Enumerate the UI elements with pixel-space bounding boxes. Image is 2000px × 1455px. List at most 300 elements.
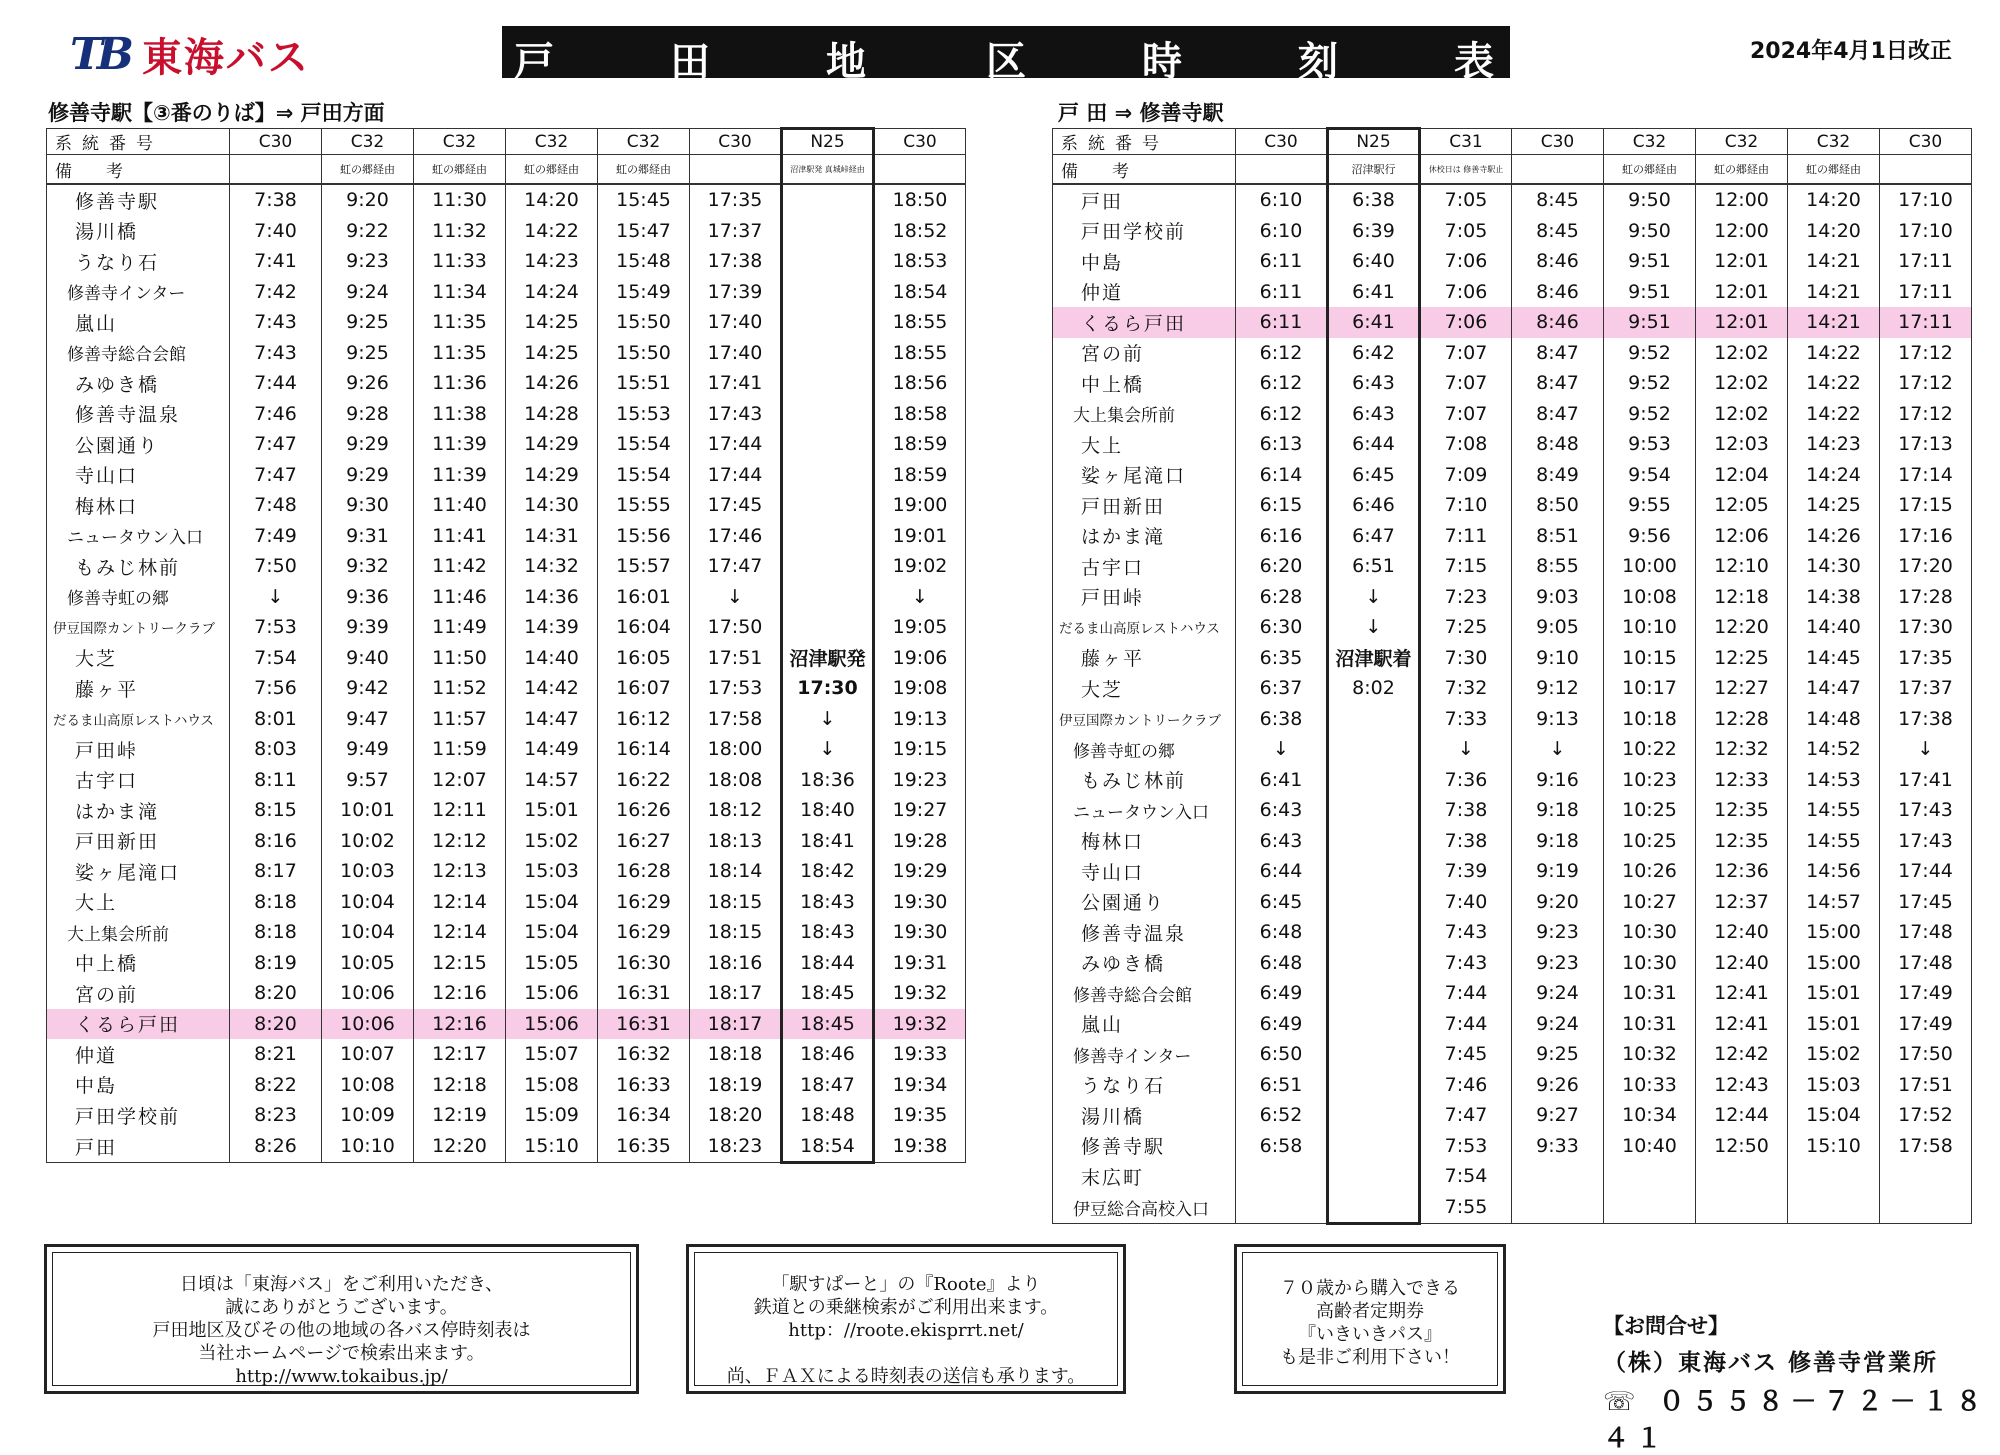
departure-time: 12:41 xyxy=(1696,978,1788,1009)
departure-time: 9:20 xyxy=(1512,887,1604,918)
departure-time: 8:48 xyxy=(1512,429,1604,460)
departure-time: 10:01 xyxy=(322,795,414,826)
departure-time: 6:42 xyxy=(1328,338,1420,369)
departure-time: 7:38 xyxy=(230,184,322,216)
departure-time: 10:08 xyxy=(322,1070,414,1101)
departure-time: 17:52 xyxy=(1880,1100,1972,1131)
stop-name: 仲道 xyxy=(1053,277,1236,308)
departure-time: 17:43 xyxy=(690,399,782,430)
departure-time: 8:46 xyxy=(1512,246,1604,277)
stop-name: 戸田新田 xyxy=(47,826,230,857)
departure-time: 14:42 xyxy=(506,673,598,704)
stop-row xyxy=(1053,1161,1972,1192)
stop-row xyxy=(1053,338,1972,369)
route-number: C32 xyxy=(1696,129,1788,155)
departure-time: 6:41 xyxy=(1236,765,1328,796)
stop-name: 中上橋 xyxy=(1053,368,1236,399)
departure-time: 15:48 xyxy=(598,246,690,277)
departure-time: 6:48 xyxy=(1236,917,1328,948)
departure-time: 10:10 xyxy=(1604,612,1696,643)
departure-time: 12:02 xyxy=(1696,338,1788,369)
stop-name: 藤ヶ平 xyxy=(1053,643,1236,674)
departure-time: 12:50 xyxy=(1696,1131,1788,1162)
route-number: C32 xyxy=(506,129,598,155)
departure-time: 12:17 xyxy=(414,1039,506,1070)
departure-time: 7:05 xyxy=(1420,216,1512,247)
departure-time: 17:58 xyxy=(1880,1131,1972,1162)
departure-time: 17:28 xyxy=(1880,582,1972,613)
departure-time: 19:27 xyxy=(874,795,966,826)
route-number: C30 xyxy=(1236,129,1328,155)
departure-time: 12:01 xyxy=(1696,246,1788,277)
stop-name: 戸田 xyxy=(1053,184,1236,216)
logo-company-name: 東海バス xyxy=(141,34,310,81)
departure-time: 10:34 xyxy=(1604,1100,1696,1131)
departure-time: 11:46 xyxy=(414,582,506,613)
departure-time: 10:06 xyxy=(322,1009,414,1040)
departure-time: 9:26 xyxy=(1512,1070,1604,1101)
departure-time: 17:40 xyxy=(690,307,782,338)
stop-row xyxy=(47,521,966,552)
departure-time: 14:22 xyxy=(1788,338,1880,369)
departure-time: 16:30 xyxy=(598,948,690,979)
departure-time: 18:55 xyxy=(874,307,966,338)
departure-time: 8:47 xyxy=(1512,338,1604,369)
departure-time: 16:31 xyxy=(598,1009,690,1040)
departure-time: 7:53 xyxy=(1420,1131,1512,1162)
departure-time: 15:03 xyxy=(1788,1070,1880,1101)
departure-time: 19:08 xyxy=(874,673,966,704)
departure-time: 14:24 xyxy=(506,277,598,308)
stop-row xyxy=(1053,399,1972,430)
stop-name: くるら戸田 xyxy=(47,1009,230,1040)
departure-time xyxy=(782,184,874,216)
info-line: 戸田地区及びその他の地域の各バス停時刻表は xyxy=(152,1320,531,1341)
route-header-row xyxy=(47,129,966,155)
departure-time: 17:47 xyxy=(690,551,782,582)
departure-time: 14:23 xyxy=(1788,429,1880,460)
departure-time: 8:50 xyxy=(1512,490,1604,521)
stop-name: 古宇口 xyxy=(1053,551,1236,582)
title-char: 田 xyxy=(670,39,710,85)
departure-time: 14:22 xyxy=(1788,399,1880,430)
departure-time: 18:45 xyxy=(782,978,874,1009)
departure-time: 6:12 xyxy=(1236,368,1328,399)
route-remark: 休校日は 修善寺駅止 xyxy=(1420,155,1512,185)
departure-time xyxy=(1512,1161,1604,1192)
departure-time: 14:22 xyxy=(506,216,598,247)
stop-name: 古宇口 xyxy=(47,765,230,796)
departure-time: 12:36 xyxy=(1696,856,1788,887)
stop-row xyxy=(47,1131,966,1163)
stop-row xyxy=(47,826,966,857)
stop-name: 梅林口 xyxy=(1053,826,1236,857)
route-number: C32 xyxy=(598,129,690,155)
departure-time: 7:50 xyxy=(230,551,322,582)
departure-time: 9:51 xyxy=(1604,277,1696,308)
departure-time xyxy=(1236,1161,1328,1192)
departure-time: 14:53 xyxy=(1788,765,1880,796)
departure-time: 9:25 xyxy=(322,338,414,369)
stop-name: 嵐山 xyxy=(47,307,230,338)
departure-time: 19:32 xyxy=(874,1009,966,1040)
stop-row xyxy=(47,307,966,338)
departure-time xyxy=(1328,765,1420,796)
departure-time: 10:03 xyxy=(322,856,414,887)
departure-time: 15:06 xyxy=(506,978,598,1009)
departure-time: 17:38 xyxy=(1880,704,1972,735)
departure-time: 7:09 xyxy=(1420,460,1512,491)
departure-time: 19:06 xyxy=(874,643,966,674)
stop-row xyxy=(47,643,966,674)
departure-time xyxy=(1604,1161,1696,1192)
departure-time xyxy=(782,521,874,552)
title-char: 区 xyxy=(986,39,1026,85)
departure-time: 17:40 xyxy=(690,338,782,369)
departure-time: 14:31 xyxy=(506,521,598,552)
departure-time: 9:55 xyxy=(1604,490,1696,521)
departure-time: 10:32 xyxy=(1604,1039,1696,1070)
departure-time: 7:56 xyxy=(230,673,322,704)
departure-time: 9:20 xyxy=(322,184,414,216)
departure-time: 14:20 xyxy=(506,184,598,216)
departure-time: 15:01 xyxy=(1788,978,1880,1009)
stop-name: 戸田峠 xyxy=(1053,582,1236,613)
departure-time: 10:00 xyxy=(1604,551,1696,582)
departure-time xyxy=(782,277,874,308)
departure-time: 17:10 xyxy=(1880,184,1972,216)
departure-time: 10:06 xyxy=(322,978,414,1009)
departure-time: 10:04 xyxy=(322,917,414,948)
route-remark: 虹の郷経由 xyxy=(322,155,414,185)
right-section-title: 戸 田 ⇒ 修善寺駅 xyxy=(1058,101,1224,125)
departure-time: 14:52 xyxy=(1788,734,1880,765)
departure-time: 19:28 xyxy=(874,826,966,857)
departure-time: 9:23 xyxy=(1512,917,1604,948)
departure-time: 14:29 xyxy=(506,460,598,491)
stop-row xyxy=(47,368,966,399)
departure-time: 7:54 xyxy=(1420,1161,1512,1192)
departure-time xyxy=(782,216,874,247)
departure-time: 7:15 xyxy=(1420,551,1512,582)
departure-time: 11:52 xyxy=(414,673,506,704)
departure-time: 11:38 xyxy=(414,399,506,430)
departure-time: 7:43 xyxy=(230,307,322,338)
stop-name: 修善寺虹の郷 xyxy=(1053,734,1236,765)
stop-name: 湯川橋 xyxy=(47,216,230,247)
departure-time: 14:39 xyxy=(506,612,598,643)
departure-time: 9:16 xyxy=(1512,765,1604,796)
departure-time: 8:20 xyxy=(230,1009,322,1040)
departure-time: 11:34 xyxy=(414,277,506,308)
roote-url[interactable]: http：//roote.ekisprrt.net/ xyxy=(788,1320,1024,1341)
departure-time: 12:35 xyxy=(1696,795,1788,826)
departure-time: 6:10 xyxy=(1236,216,1328,247)
departure-time: 17:46 xyxy=(690,521,782,552)
departure-time xyxy=(1328,795,1420,826)
departure-time: 10:23 xyxy=(1604,765,1696,796)
contact-company: （株）東海バス 修善寺営業所 xyxy=(1603,1350,1939,1376)
departure-time: 12:05 xyxy=(1696,490,1788,521)
departure-time: 15:57 xyxy=(598,551,690,582)
departure-time: 12:18 xyxy=(1696,582,1788,613)
stop-row xyxy=(1053,765,1972,796)
departure-time: 15:50 xyxy=(598,307,690,338)
departure-time: 6:16 xyxy=(1236,521,1328,552)
stop-name: 寺山口 xyxy=(47,460,230,491)
stop-name: 修善寺総合会館 xyxy=(47,338,230,369)
departure-time: 14:55 xyxy=(1788,795,1880,826)
departure-time: 7:53 xyxy=(230,612,322,643)
stop-row xyxy=(1053,978,1972,1009)
timetable-heda-to-shuzenji xyxy=(1052,127,1972,1225)
departure-time: 15:00 xyxy=(1788,917,1880,948)
departure-time: 12:40 xyxy=(1696,948,1788,979)
departure-time: 9:25 xyxy=(322,307,414,338)
departure-time: 14:32 xyxy=(506,551,598,582)
departure-time: 14:20 xyxy=(1788,216,1880,247)
departure-time: 12:20 xyxy=(414,1131,506,1163)
departure-time: 19:30 xyxy=(874,917,966,948)
route-remark: 虹の郷経由 xyxy=(506,155,598,185)
departure-time: 6:12 xyxy=(1236,338,1328,369)
departure-time: 11:40 xyxy=(414,490,506,521)
departure-time: 17:38 xyxy=(690,246,782,277)
departure-time: 6:49 xyxy=(1236,978,1328,1009)
stop-name: みゆき橋 xyxy=(47,368,230,399)
departure-time: 6:43 xyxy=(1328,368,1420,399)
departure-time: 17:50 xyxy=(690,612,782,643)
departure-time xyxy=(1328,856,1420,887)
info-line: 高齢者定期券 xyxy=(1316,1301,1424,1322)
departure-time: 12:14 xyxy=(414,917,506,948)
departure-time: 10:40 xyxy=(1604,1131,1696,1162)
stop-row xyxy=(1053,1070,1972,1101)
route-number: C30 xyxy=(874,129,966,155)
stop-row xyxy=(47,795,966,826)
departure-time: 8:55 xyxy=(1512,551,1604,582)
stop-name: 伊豆総合高校入口 xyxy=(1053,1192,1236,1224)
departure-time: 14:45 xyxy=(1788,643,1880,674)
departure-time: 12:44 xyxy=(1696,1100,1788,1131)
stop-row xyxy=(47,216,966,247)
contact-phone: ☏ ０５５８－７２－１８４１ xyxy=(1603,1387,1989,1454)
departure-time: 6:58 xyxy=(1236,1131,1328,1162)
departure-time: 11:35 xyxy=(414,307,506,338)
departure-time: 16:07 xyxy=(598,673,690,704)
departure-time xyxy=(1328,948,1420,979)
stop-name: ニュータウン入口 xyxy=(1053,795,1236,826)
departure-time: 18:44 xyxy=(782,948,874,979)
departure-time: 9:13 xyxy=(1512,704,1604,735)
departure-time: ↓ xyxy=(782,704,874,735)
departure-time: 10:05 xyxy=(322,948,414,979)
departure-time: 14:36 xyxy=(506,582,598,613)
stop-row xyxy=(47,704,966,735)
stop-row xyxy=(1053,490,1972,521)
departure-time: 18:36 xyxy=(782,765,874,796)
departure-time: 14:40 xyxy=(1788,612,1880,643)
departure-time: 11:39 xyxy=(414,429,506,460)
departure-time: 8:26 xyxy=(230,1131,322,1163)
departure-time: 19:29 xyxy=(874,856,966,887)
departure-time: 16:29 xyxy=(598,917,690,948)
departure-time: 9:33 xyxy=(1512,1131,1604,1162)
departure-time: 7:41 xyxy=(230,246,322,277)
departure-time: 12:10 xyxy=(1696,551,1788,582)
departure-time: 6:20 xyxy=(1236,551,1328,582)
departure-time: 9:42 xyxy=(322,673,414,704)
departure-time: 7:08 xyxy=(1420,429,1512,460)
departure-time: 10:30 xyxy=(1604,948,1696,979)
departure-time: 14:47 xyxy=(506,704,598,735)
departure-time: 18:55 xyxy=(874,338,966,369)
departure-time: 7:11 xyxy=(1420,521,1512,552)
info-line: 「駅すぱーと」の『Roote』より xyxy=(771,1274,1041,1295)
departure-time: 18:56 xyxy=(874,368,966,399)
departure-time: 16:32 xyxy=(598,1039,690,1070)
departure-time: 8:46 xyxy=(1512,277,1604,308)
stop-row xyxy=(47,734,966,765)
departure-time: 19:31 xyxy=(874,948,966,979)
departure-time: 18:48 xyxy=(782,1100,874,1131)
departure-time: 9:56 xyxy=(1604,521,1696,552)
route-number: C32 xyxy=(1604,129,1696,155)
departure-time: 7:40 xyxy=(1420,887,1512,918)
stop-name: もみじ林前 xyxy=(1053,765,1236,796)
stop-row-highlighted xyxy=(1053,307,1972,338)
departure-time: 12:20 xyxy=(1696,612,1788,643)
departure-time xyxy=(1328,887,1420,918)
departure-time: 14:38 xyxy=(1788,582,1880,613)
departure-time xyxy=(1236,1192,1328,1224)
info-line: も是非ご利用下さい！ xyxy=(1280,1347,1460,1368)
departure-time: 16:35 xyxy=(598,1131,690,1163)
departure-time: 18:40 xyxy=(782,795,874,826)
stop-name: 宮の前 xyxy=(47,978,230,1009)
departure-time: 7:43 xyxy=(1420,948,1512,979)
departure-time: 14:47 xyxy=(1788,673,1880,704)
route-remark: 虹の郷経由 xyxy=(1604,155,1696,185)
route-remark xyxy=(1512,155,1604,185)
remarks-row xyxy=(47,155,966,185)
stop-row xyxy=(1053,826,1972,857)
departure-time xyxy=(1604,1192,1696,1224)
route-number: C30 xyxy=(690,129,782,155)
stop-row-highlighted xyxy=(47,1009,966,1040)
departure-time: 12:41 xyxy=(1696,1009,1788,1040)
remarks-label: 備 考 xyxy=(47,155,230,185)
departure-time: 14:30 xyxy=(1788,551,1880,582)
departure-time: 6:51 xyxy=(1236,1070,1328,1101)
departure-time: 9:30 xyxy=(322,490,414,521)
departure-time: 6:39 xyxy=(1328,216,1420,247)
departure-time: 7:39 xyxy=(1420,856,1512,887)
stop-name: 修善寺駅 xyxy=(47,184,230,216)
departure-time: 9:26 xyxy=(322,368,414,399)
departure-time xyxy=(782,429,874,460)
departure-time: 16:28 xyxy=(598,856,690,887)
departure-time: 10:07 xyxy=(322,1039,414,1070)
departure-time: 7:25 xyxy=(1420,612,1512,643)
departure-time: 15:04 xyxy=(506,887,598,918)
departure-time: 17:11 xyxy=(1880,307,1972,338)
departure-time: 17:45 xyxy=(1880,887,1972,918)
stop-row xyxy=(47,1070,966,1101)
departure-time: 7:42 xyxy=(230,277,322,308)
departure-time: 7:48 xyxy=(230,490,322,521)
departure-time: 14:57 xyxy=(506,765,598,796)
departure-time: 12:28 xyxy=(1696,704,1788,735)
departure-time xyxy=(782,612,874,643)
departure-time xyxy=(782,246,874,277)
departure-time: 18:47 xyxy=(782,1070,874,1101)
departure-time: ↓ xyxy=(1328,612,1420,643)
departure-time: 12:01 xyxy=(1696,277,1788,308)
departure-time: 6:44 xyxy=(1328,429,1420,460)
departure-time: 11:59 xyxy=(414,734,506,765)
departure-time: 12:12 xyxy=(414,826,506,857)
departure-time: 18:00 xyxy=(690,734,782,765)
departure-time: 10:25 xyxy=(1604,826,1696,857)
departure-time: 9:50 xyxy=(1604,216,1696,247)
stop-name: みゆき橋 xyxy=(1053,948,1236,979)
departure-time xyxy=(1328,917,1420,948)
stop-name: 梅林口 xyxy=(47,490,230,521)
departure-time: 17:10 xyxy=(1880,216,1972,247)
timetable-shuzenji-to-heda xyxy=(46,127,966,1164)
stop-name: 戸田学校前 xyxy=(1053,216,1236,247)
departure-time: 11:50 xyxy=(414,643,506,674)
departure-time: 17:13 xyxy=(1880,429,1972,460)
departure-time: 7:44 xyxy=(1420,1009,1512,1040)
route-header-label: 系統番号 xyxy=(1053,129,1236,155)
departure-time: 17:58 xyxy=(690,704,782,735)
departure-time: 6:11 xyxy=(1236,307,1328,338)
stop-row xyxy=(47,612,966,643)
stop-name: 公園通り xyxy=(1053,887,1236,918)
departure-time: 6:38 xyxy=(1236,704,1328,735)
stop-row xyxy=(1053,856,1972,887)
stop-row xyxy=(47,856,966,887)
departure-time: 9:23 xyxy=(1512,948,1604,979)
departure-time: 18:08 xyxy=(690,765,782,796)
departure-time xyxy=(1880,1161,1972,1192)
tokai-bus-logo xyxy=(70,28,310,80)
homepage-url[interactable]: http://www.tokaibus.jp/ xyxy=(235,1366,448,1387)
departure-time: 10:17 xyxy=(1604,673,1696,704)
departure-time: 10:10 xyxy=(322,1131,414,1163)
departure-time: 19:02 xyxy=(874,551,966,582)
stop-row xyxy=(47,978,966,1009)
stop-name: だるま山高原レストハウス xyxy=(1053,612,1236,643)
departure-time: 7:47 xyxy=(230,460,322,491)
departure-time: 17:49 xyxy=(1880,1009,1972,1040)
stop-name: はかま滝 xyxy=(1053,521,1236,552)
departure-time: 19:00 xyxy=(874,490,966,521)
departure-time xyxy=(1328,1131,1420,1162)
stop-row xyxy=(1053,643,1972,674)
departure-time: 9:18 xyxy=(1512,795,1604,826)
departure-time: 8:18 xyxy=(230,917,322,948)
departure-time: 18:43 xyxy=(782,917,874,948)
departure-time xyxy=(1696,1192,1788,1224)
departure-time: 8:49 xyxy=(1512,460,1604,491)
stop-name: 嵐山 xyxy=(1053,1009,1236,1040)
stop-name: 娑ヶ尾滝口 xyxy=(1053,460,1236,491)
departure-time: 18:13 xyxy=(690,826,782,857)
route-remark: 沼津駅発 真城峠経由 xyxy=(782,155,874,185)
